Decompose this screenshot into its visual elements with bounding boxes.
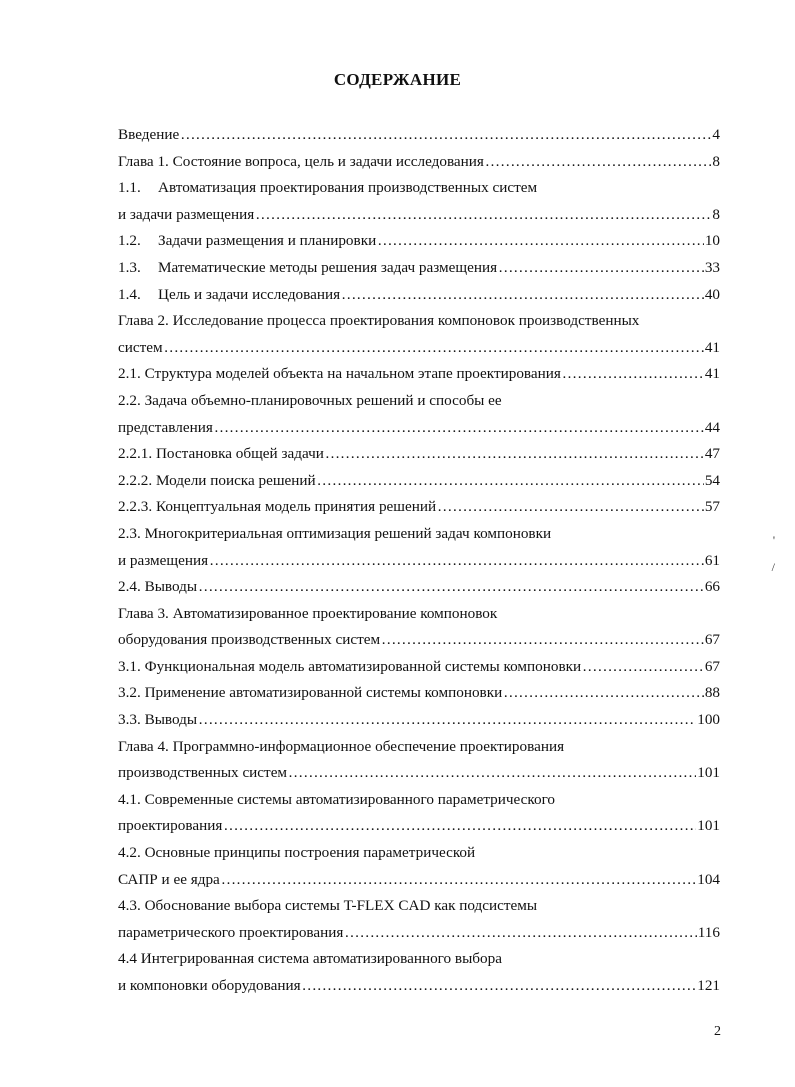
toc-dot-leader xyxy=(223,813,696,840)
toc-entry-text: систем xyxy=(118,338,163,356)
toc-page-number: 57 xyxy=(704,498,720,516)
toc-entry-text: Глава 1. Состояние вопроса, цель и задачи исследования xyxy=(118,152,484,170)
toc-entry-title xyxy=(118,867,220,894)
toc-dot-leader xyxy=(377,228,704,255)
toc-dot-leader xyxy=(381,627,704,654)
toc-entry-text: параметрического проектирования xyxy=(118,923,344,941)
toc-page-number: 54 xyxy=(704,471,720,489)
toc-entry-text: 2.2.1. Постановка общей задачи xyxy=(118,445,324,463)
toc-dot-leader xyxy=(344,920,696,947)
toc-entry xyxy=(118,175,720,202)
toc-entry-text: Задачи размещения и планировки xyxy=(158,232,377,250)
toc-entry-title xyxy=(118,335,163,362)
margin-mark: / xyxy=(771,560,775,574)
toc-page-number: 88 xyxy=(704,684,720,702)
toc-entry-title xyxy=(118,521,720,548)
toc-entry xyxy=(118,468,720,495)
toc-page-number: 10 xyxy=(704,232,720,250)
toc-page-number: 116 xyxy=(697,923,720,941)
toc-dot-leader xyxy=(214,415,704,442)
toc-entry-title xyxy=(118,574,197,601)
toc-entry-number: 1.1. xyxy=(118,179,141,197)
toc-entry xyxy=(118,388,720,415)
toc-entry xyxy=(118,521,720,548)
toc-entry-title xyxy=(118,707,197,734)
toc-dot-leader xyxy=(288,760,696,787)
toc-entry-text: Цель и задачи исследования xyxy=(158,285,341,303)
toc-entry-title xyxy=(118,813,222,840)
toc-entry-text: 2.2.3. Концептуальная модель принятия решений xyxy=(118,498,437,516)
toc-entry xyxy=(118,282,720,309)
toc-entry xyxy=(118,654,720,681)
toc-entry-text: 2.4. Выводы xyxy=(118,578,198,596)
toc-entry-title xyxy=(118,202,254,229)
toc-entry-text: Автоматизация проектирования производственных систем xyxy=(158,179,538,197)
toc-entry-text: САПР и ее ядра xyxy=(118,870,220,888)
toc-dot-leader xyxy=(437,494,704,521)
page-title: СОДЕРЖАНИЕ xyxy=(333,70,462,89)
toc-entry xyxy=(118,760,720,787)
toc-entry-text: 3.3. Выводы xyxy=(118,711,198,729)
toc-entry-number: 1.3. xyxy=(118,258,141,276)
toc-entry-text: и размещения xyxy=(118,551,209,569)
toc-entry-text: Введение xyxy=(118,126,180,143)
toc-entry xyxy=(118,202,720,229)
toc-entry xyxy=(118,441,720,468)
toc-entry xyxy=(118,255,720,282)
toc-page-number: 100 xyxy=(697,711,720,729)
toc-page-number: 67 xyxy=(704,657,720,675)
toc-entry-text: 3.1. Функциональная модель автоматизированной системы компоновки xyxy=(118,657,582,675)
toc-entry-title xyxy=(118,601,720,628)
toc-entry xyxy=(118,946,720,973)
toc-dot-leader xyxy=(164,335,704,362)
toc-entry-text: и компоновки оборудования xyxy=(118,977,301,994)
toc-page-number: 8 xyxy=(712,205,720,223)
toc-dot-leader xyxy=(341,282,704,309)
toc-entry-text: 2.2.2. Модели поиска решений xyxy=(118,471,316,489)
toc-entry-title xyxy=(118,973,301,1000)
toc-entry-text: 2.3. Многокритериальная оптимизация решений задач компоновки xyxy=(118,524,552,542)
toc-entry-text: 4.3. Обоснование выбора системы T-FLEX CAD как подсистемы xyxy=(118,897,538,915)
toc-entry-number: 1.2. xyxy=(118,232,141,250)
toc-page-number: 40 xyxy=(704,285,720,303)
toc-entry-text: производственных систем xyxy=(118,764,288,782)
toc-entry-title xyxy=(118,282,340,309)
toc-entry-title xyxy=(118,734,720,761)
toc-entry xyxy=(118,415,720,442)
toc-entry-text: 2.2. Задача объемно-планировочных решений и способы ее xyxy=(118,391,502,409)
toc-entry-text: представления xyxy=(118,418,213,436)
toc-dot-leader xyxy=(198,574,704,601)
toc-page-number: 104 xyxy=(697,870,720,888)
toc-entry xyxy=(118,494,720,521)
toc-dot-leader xyxy=(485,149,712,176)
toc-entry-text: оборудования производственных систем xyxy=(118,631,381,649)
toc-entry-title xyxy=(118,548,208,575)
toc-entry xyxy=(118,893,720,920)
toc-entry xyxy=(118,335,720,362)
toc-entry-title xyxy=(118,175,720,202)
toc-entry xyxy=(118,308,720,335)
toc-dot-leader xyxy=(180,122,711,149)
page-number: 2 xyxy=(714,1024,721,1039)
toc-entry xyxy=(118,734,720,761)
toc-page-number: 47 xyxy=(704,445,720,463)
toc-entry xyxy=(118,867,720,894)
toc-entry-title xyxy=(118,308,720,335)
toc-entry-title xyxy=(118,494,436,521)
toc-page-number: 41 xyxy=(704,365,720,383)
toc-page-number: 101 xyxy=(697,817,720,835)
toc-dot-leader xyxy=(503,680,704,707)
toc-entry-title xyxy=(118,840,720,867)
toc-entry-title xyxy=(118,760,287,787)
table-of-contents xyxy=(118,122,720,1000)
toc-entry-text: 3.2. Применение автоматизированной системы компоновки xyxy=(118,684,503,702)
toc-page-number: 4 xyxy=(712,126,720,143)
toc-page-number: 61 xyxy=(704,551,720,569)
toc-entry-text: Математические методы решения задач размещения xyxy=(158,258,498,276)
toc-entry xyxy=(118,574,720,601)
toc-entry-text: Глава 2. Исследование процесса проектирования компоновок производственных xyxy=(118,312,640,330)
toc-entry-title xyxy=(118,228,376,255)
toc-entry-title xyxy=(118,388,720,415)
toc-entry xyxy=(118,707,720,734)
toc-entry xyxy=(118,973,720,1000)
toc-dot-leader xyxy=(582,654,704,681)
toc-entry-title xyxy=(118,122,179,149)
toc-entry-title xyxy=(118,149,484,176)
toc-entry-text: Глава 3. Автоматизированное проектирование компоновок xyxy=(118,604,498,622)
toc-entry-title xyxy=(118,627,380,654)
toc-dot-leader xyxy=(498,255,704,282)
toc-entry-text: Глава 4. Программно-информационное обеспечение проектирования xyxy=(118,737,565,755)
toc-entry-number: 1.4. xyxy=(118,285,141,303)
toc-entry-title xyxy=(118,415,213,442)
toc-entry-title xyxy=(118,680,502,707)
toc-entry-text: 4.2. Основные принципы построения параметрической xyxy=(118,844,476,862)
toc-entry xyxy=(118,548,720,575)
toc-page-number: 121 xyxy=(697,977,720,994)
toc-entry xyxy=(118,228,720,255)
toc-page-number: 44 xyxy=(704,418,720,436)
toc-page-number: 67 xyxy=(704,631,720,649)
toc-dot-leader xyxy=(221,867,696,894)
toc-entry-title xyxy=(118,920,343,947)
toc-entry xyxy=(118,813,720,840)
toc-entry-text: проектирования xyxy=(118,817,223,835)
toc-entry xyxy=(118,840,720,867)
toc-entry xyxy=(118,361,720,388)
toc-entry-text: 4.4 Интегрированная система автоматизированного выбора xyxy=(118,950,502,968)
toc-dot-leader xyxy=(255,202,711,229)
toc-entry-text: 4.1. Современные системы автоматизированного параметрического xyxy=(118,790,556,808)
toc-dot-leader xyxy=(325,441,704,468)
toc-entry-title xyxy=(118,361,561,388)
toc-entry xyxy=(118,920,720,947)
toc-page-number: 33 xyxy=(704,258,720,276)
toc-entry xyxy=(118,787,720,814)
toc-page-number: 66 xyxy=(704,578,720,596)
margin-mark: ' xyxy=(772,533,775,547)
toc-entry-title xyxy=(118,787,720,814)
toc-page-number: 101 xyxy=(697,764,720,782)
toc-entry xyxy=(118,122,720,149)
toc-dot-leader xyxy=(209,548,704,575)
toc-entry-title xyxy=(118,255,497,282)
toc-entry-title xyxy=(118,893,720,920)
toc-dot-leader xyxy=(562,361,704,388)
toc-page-number: 8 xyxy=(712,152,720,170)
toc-entry-text: и задачи размещения xyxy=(118,205,255,223)
toc-entry-text: 2.1. Структура моделей объекта на начальном этапе проектирования xyxy=(118,365,561,383)
toc-entry xyxy=(118,149,720,176)
toc-entry-title xyxy=(118,946,720,973)
toc-dot-leader xyxy=(317,468,704,495)
toc-entry-title xyxy=(118,654,581,681)
toc-entry xyxy=(118,627,720,654)
toc-entry-title xyxy=(118,441,324,468)
toc-entry-title xyxy=(118,468,316,495)
toc-dot-leader xyxy=(302,973,697,1000)
toc-entry xyxy=(118,601,720,628)
toc-entry xyxy=(118,680,720,707)
toc-page-number: 41 xyxy=(704,338,720,356)
toc-dot-leader xyxy=(198,707,696,734)
